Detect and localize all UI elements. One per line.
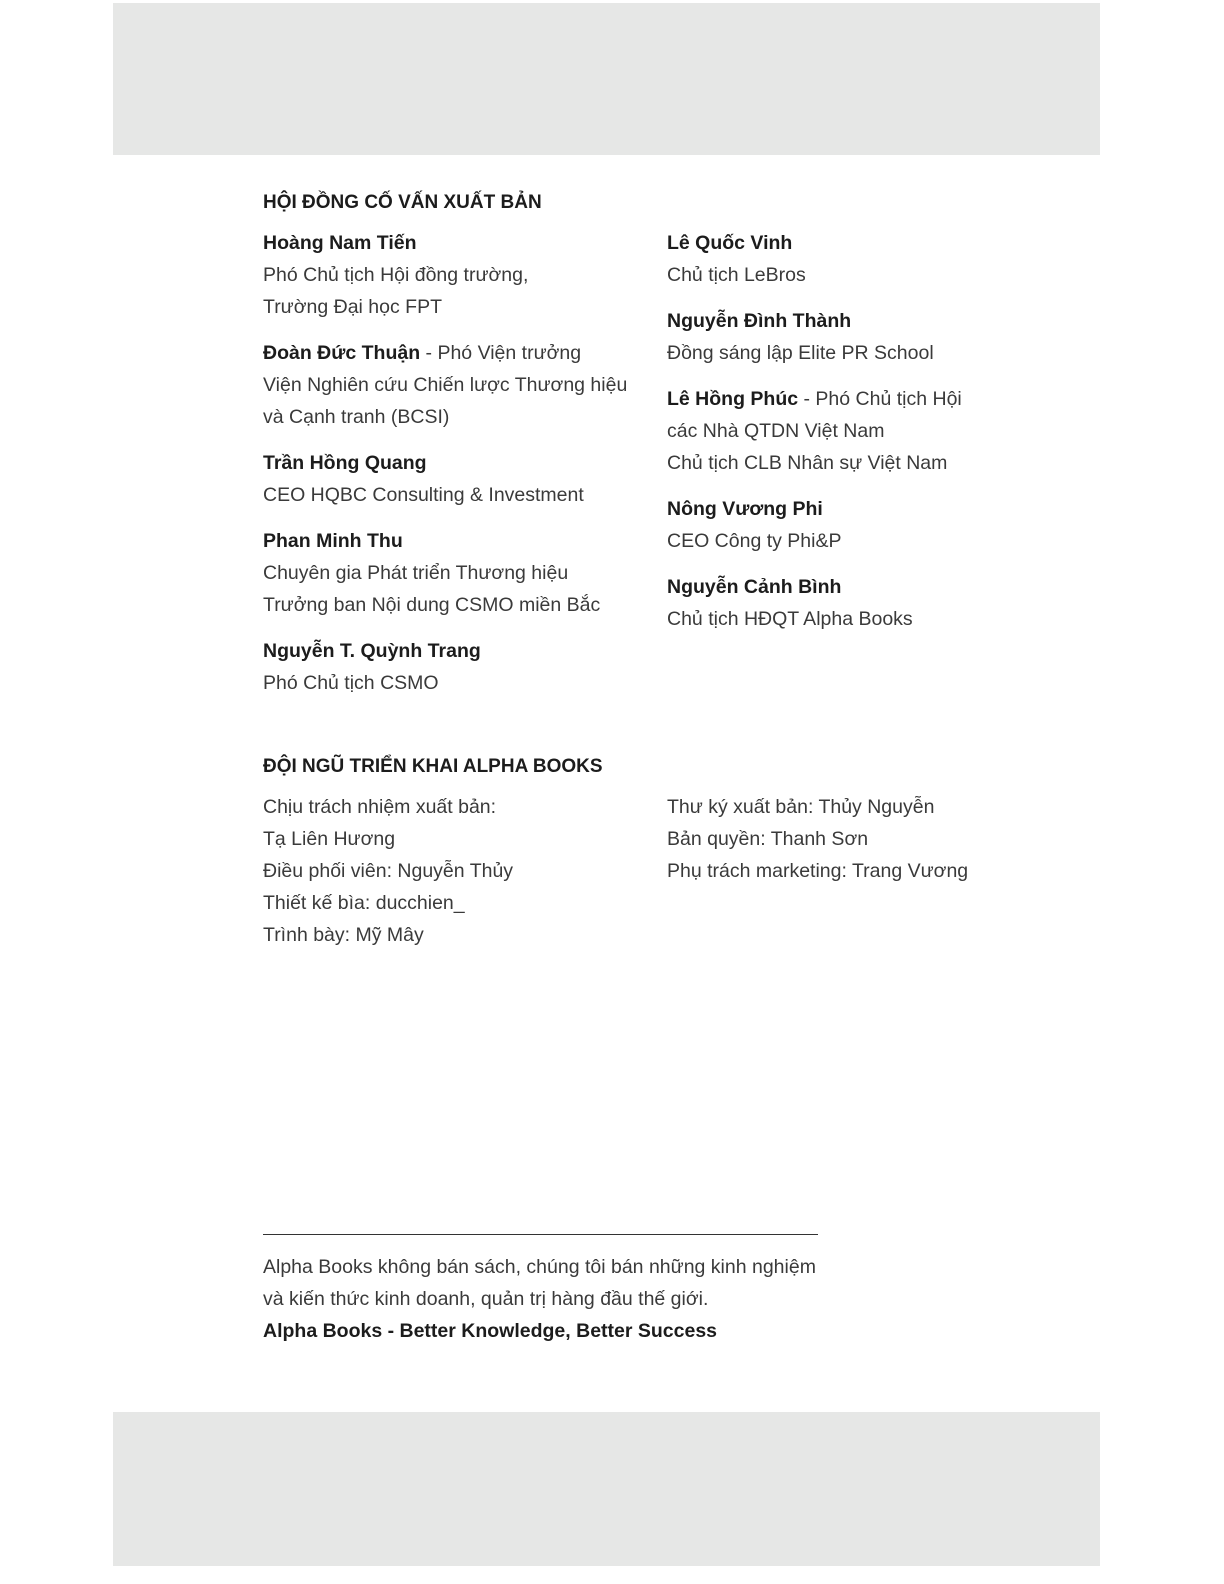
advisor-name: Hoàng Nam Tiến xyxy=(263,232,417,254)
advisory-entry xyxy=(263,635,643,699)
team-credit-line: Thư ký xuất bản: Thủy Nguyễn xyxy=(667,796,935,818)
advisor-name: Nguyễn Đình Thành xyxy=(667,310,852,332)
team-credit-line: Chịu trách nhiệm xuất bản: xyxy=(263,796,497,818)
advisor-role: Trường Đại học FPT xyxy=(263,296,442,318)
team-credit-line: Phụ trách marketing: Trang Vương xyxy=(667,860,969,882)
advisor-role: các Nhà QTDN Việt Nam xyxy=(667,420,885,442)
advisory-entry xyxy=(263,227,643,323)
advisor-role-inline: - Phó Viện trưởng xyxy=(420,342,582,364)
advisor-name: Nông Vương Phi xyxy=(667,498,823,520)
advisor-name: Lê Hồng Phúc xyxy=(667,388,799,410)
advisor-role: Đồng sáng lập Elite PR School xyxy=(667,342,934,364)
advisory-entry xyxy=(667,227,1047,291)
advisory-entry xyxy=(667,383,1047,479)
advisory-title: HỘI ĐỒNG CỐ VẤN XUẤT BẢN xyxy=(263,192,542,213)
team-title: ĐỘI NGŨ TRIỂN KHAI ALPHA BOOKS xyxy=(263,756,603,777)
team-credit-line: Điều phối viên: Nguyễn Thủy xyxy=(263,860,514,882)
advisory-right-column xyxy=(667,227,1047,649)
advisor-role: Viện Nghiên cứu Chiến lược Thương hiệu xyxy=(263,374,628,396)
advisor-role: Trưởng ban Nội dung CSMO miền Bắc xyxy=(263,594,601,616)
team-credit-line: Tạ Liên Hương xyxy=(263,828,396,850)
advisory-entry xyxy=(667,305,1047,369)
advisor-role: Chủ tịch CLB Nhân sự Việt Nam xyxy=(667,452,948,474)
advisor-name: Nguyễn T. Quỳnh Trang xyxy=(263,640,481,662)
advisor-name: Lê Quốc Vinh xyxy=(667,232,793,254)
footer-line: Alpha Books không bán sách, chúng tôi bán những kinh nghiệm xyxy=(263,1256,816,1278)
advisor-role: Phó Chủ tịch CSMO xyxy=(263,672,439,694)
advisory-entry xyxy=(263,525,643,621)
advisor-name: Trần Hồng Quang xyxy=(263,452,427,474)
footer-slogan: Alpha Books - Better Knowledge, Better Success xyxy=(263,1320,718,1342)
advisory-entry xyxy=(263,447,643,511)
advisor-role-inline: - Phó Chủ tịch Hội xyxy=(798,388,962,410)
footer-statement xyxy=(263,1251,883,1347)
advisor-role: Chủ tịch LeBros xyxy=(667,264,806,286)
advisor-role: và Cạnh tranh (BCSI) xyxy=(263,406,450,428)
team-left-column xyxy=(263,791,643,951)
team-credit-line: Thiết kế bìa: ducchien_ xyxy=(263,892,465,914)
advisor-role: Phó Chủ tịch Hội đồng trường, xyxy=(263,264,529,286)
advisor-role: CEO HQBC Consulting & Investment xyxy=(263,484,584,506)
bottom-gray-band xyxy=(113,1412,1100,1566)
footer-divider xyxy=(263,1234,818,1235)
advisor-name: Nguyễn Cảnh Bình xyxy=(667,576,842,598)
team-right-column xyxy=(667,791,1047,887)
footer-line: và kiến thức kinh doanh, quản trị hàng đầu thế giới. xyxy=(263,1288,709,1310)
advisory-entry xyxy=(263,337,643,433)
advisory-entry xyxy=(667,493,1047,557)
advisor-role: CEO Công ty Phi&P xyxy=(667,530,842,552)
team-credit-line: Bản quyền: Thanh Sơn xyxy=(667,828,869,850)
advisory-left-column xyxy=(263,227,643,713)
advisory-entry xyxy=(667,571,1047,635)
advisor-name: Đoàn Đức Thuận xyxy=(263,342,421,364)
advisor-name: Phan Minh Thu xyxy=(263,530,403,552)
advisor-role: Chủ tịch HĐQT Alpha Books xyxy=(667,608,913,630)
advisor-role: Chuyên gia Phát triển Thương hiệu xyxy=(263,562,569,584)
team-credit-line: Trình bày: Mỹ Mây xyxy=(263,924,424,946)
top-gray-band xyxy=(113,3,1100,155)
